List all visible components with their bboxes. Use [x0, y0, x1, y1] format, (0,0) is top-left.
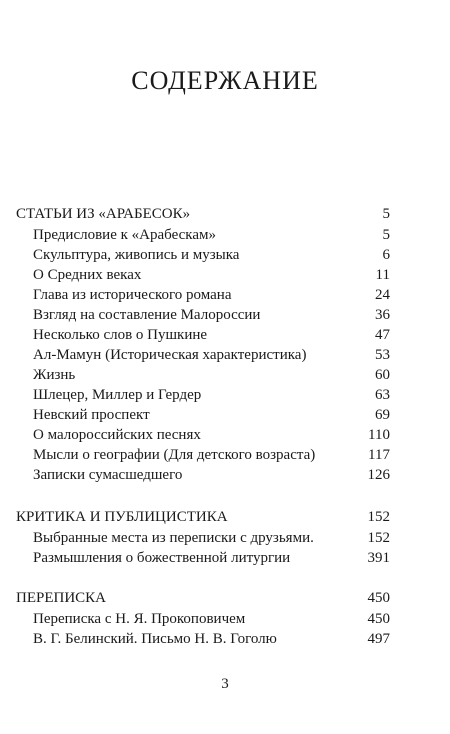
toc-page-number: 5 [382, 227, 390, 243]
toc-section-criticism[interactable] [0, 507, 450, 527]
toc-entry[interactable] [0, 245, 450, 265]
toc-entry[interactable] [0, 465, 450, 485]
toc-entry[interactable] [0, 365, 450, 385]
toc-entry[interactable] [0, 528, 450, 548]
toc-page-number: 391 [367, 550, 390, 566]
toc-entry-label: Несколько слов о Пушкине [33, 327, 208, 343]
toc-section-correspondence[interactable] [0, 588, 450, 608]
toc-section-label: КРИТИКА И ПУБЛИЦИСТИКА [16, 509, 228, 525]
toc-entry-label: Жизнь [33, 367, 76, 383]
toc-entry-label: Скульптура, живопись и музыка [33, 247, 240, 263]
toc-section-arabesques[interactable] [0, 204, 450, 224]
toc-entry[interactable] [0, 609, 450, 629]
toc-page-number: 6 [382, 247, 390, 263]
toc-entry[interactable] [0, 629, 450, 649]
toc-page-number: 152 [367, 530, 390, 546]
toc-entry[interactable] [0, 325, 450, 345]
toc-entry-label: Ал-Мамун (Историческая характеристика) [33, 347, 307, 363]
page-title: СОДЕРЖАНИЕ [131, 66, 319, 95]
toc-page-number: 47 [375, 327, 390, 343]
toc-page-number: 450 [367, 611, 390, 627]
toc-entry[interactable] [0, 425, 450, 445]
toc-entry[interactable] [0, 548, 450, 568]
toc-page-number: 63 [375, 387, 390, 403]
toc-section-label: СТАТЬИ ИЗ «АРАБЕСОК» [16, 206, 191, 222]
toc-entry-label: Записки сумасшедшего [33, 467, 183, 483]
toc-page-number: 497 [367, 631, 390, 647]
toc-entry[interactable] [0, 265, 450, 285]
toc-page-number: 450 [367, 590, 390, 606]
toc-entry[interactable] [0, 225, 450, 245]
toc-entry-label: Выбранные места из переписки с друзьями. [33, 530, 314, 546]
toc-entry-label: Невский проспект [33, 407, 150, 423]
toc-page-number: 110 [368, 427, 390, 443]
toc-page-number: 152 [367, 509, 390, 525]
page-number: 3 [221, 676, 229, 692]
toc-section-label: ПЕРЕПИСКА [16, 590, 107, 606]
toc-entry-label: О малороссийских песнях [33, 427, 201, 443]
toc-entry[interactable] [0, 305, 450, 325]
toc-entry-label: В. Г. Белинский. Письмо Н. В. Гоголю [33, 631, 277, 647]
toc-entry-label: Шлецер, Миллер и Гердер [33, 387, 202, 403]
toc-entry-label: Мысли о географии (Для детского возраста) [33, 447, 316, 463]
toc-entry-label: О Средних веках [33, 267, 142, 283]
toc-entry[interactable] [0, 445, 450, 465]
toc-page-number: 60 [375, 367, 390, 383]
toc-page-number: 24 [375, 287, 390, 303]
toc-entry-label: Предисловие к «Арабескам» [33, 227, 216, 243]
toc-page-number: 69 [375, 407, 390, 423]
toc-entry-label: Размышления о божественной литургии [33, 550, 291, 566]
toc-page-number: 53 [375, 347, 390, 363]
toc-entry-label: Переписка с Н. Я. Прокоповичем [33, 611, 246, 627]
toc-page-number: 117 [368, 447, 390, 463]
toc-entry-label: Глава из исторического романа [33, 287, 232, 303]
toc-entry[interactable] [0, 405, 450, 425]
toc-entry[interactable] [0, 285, 450, 305]
toc-page-number: 11 [375, 267, 390, 283]
toc-page-number: 5 [382, 206, 390, 222]
toc-entry-label: Взгляд на составление Малороссии [33, 307, 261, 323]
toc-page-number: 126 [367, 467, 390, 483]
toc-entry[interactable] [0, 385, 450, 405]
toc-entry[interactable] [0, 345, 450, 365]
toc-page-number: 36 [375, 307, 390, 323]
